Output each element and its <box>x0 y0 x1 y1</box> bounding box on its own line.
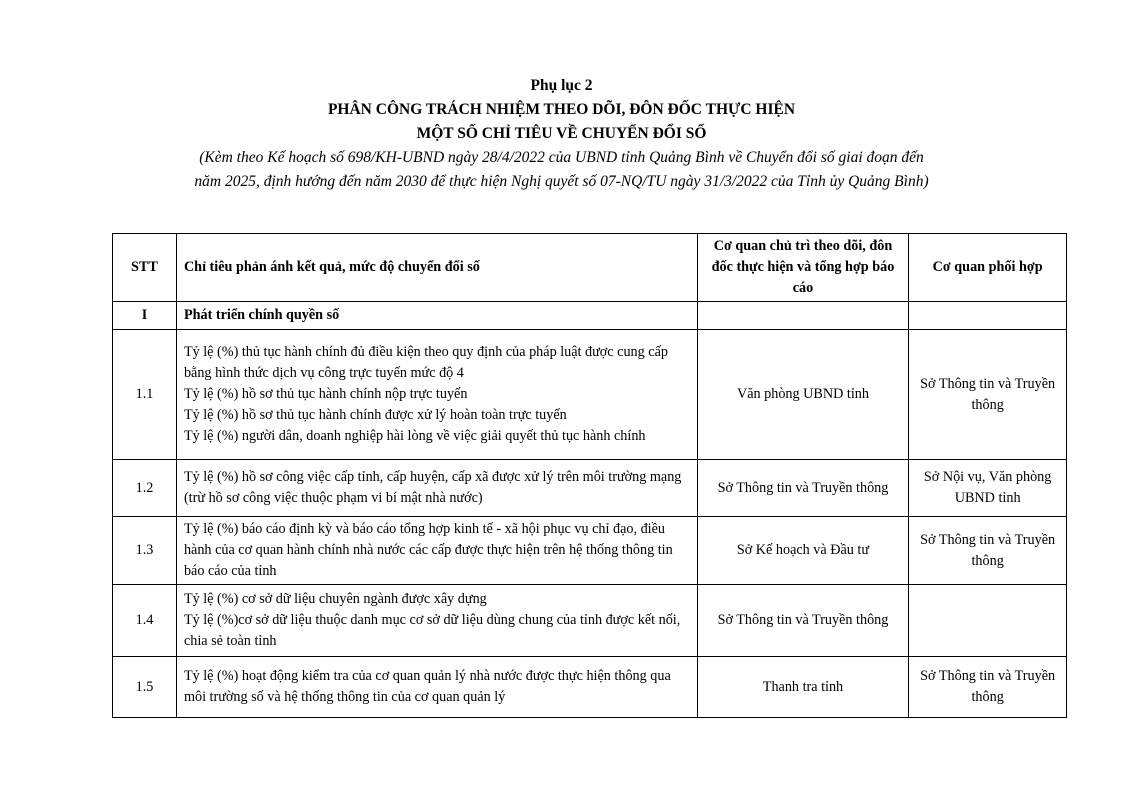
row-stt: 1.5 <box>113 657 177 718</box>
row-stt: 1.3 <box>113 517 177 585</box>
row-lead-agency: Thanh tra tỉnh <box>697 657 909 718</box>
indicator-line: Tỷ lệ (%) hoạt động kiểm tra của cơ quan quản lý nhà nước được thực hiện thông qua môi trường số và hệ thống thông tin của cơ quan quản lý <box>183 668 671 705</box>
row-coop-agency: Sở Nội vụ, Văn phòng UBND tỉnh <box>909 460 1067 517</box>
row-coop-agency <box>909 585 1067 657</box>
table-header-row <box>113 234 1067 302</box>
responsibility-table <box>112 233 1067 718</box>
row-indicator <box>176 330 697 460</box>
row-coop-agency: Sở Thông tin và Truyền thông <box>909 517 1067 585</box>
document-header <box>0 74 1123 194</box>
section-row <box>113 302 1067 330</box>
header-coop-agency: Cơ quan phối hợp <box>909 234 1067 302</box>
indicator-line: Tỷ lệ (%) báo cáo định kỳ và báo cáo tổng hợp kinh tế - xã hội phục vụ chỉ đạo, điều hành của cơ quan hành chính nhà nước các cấp được thực hiện trên hệ thống thông tin báo cáo của tỉnh <box>183 521 673 579</box>
row-indicator <box>176 517 697 585</box>
subtitle-line-1: (Kèm theo Kế hoạch số 698/KH-UBND ngày 28/4/2022 của UBND tỉnh Quảng Bình về Chuyển đổi số giai đoạn đến <box>199 149 924 166</box>
header-lead-agency: Cơ quan chủ trì theo dõi, đôn đốc thực hiện và tổng hợp báo cáo <box>697 234 909 302</box>
row-lead-agency: Sở Thông tin và Truyền thông <box>697 460 909 517</box>
section-lead-empty <box>697 302 909 330</box>
header-stt: STT <box>113 234 177 302</box>
section-title: Phát triển chính quyền số <box>176 302 697 330</box>
indicator-line: Tỷ lệ (%) thủ tục hành chính đủ điều kiện theo quy định của pháp luật được cung cấp bằng hình thức dịch vụ công trực tuyến mức độ 4 <box>183 344 668 381</box>
row-coop-agency: Sở Thông tin và Truyền thông <box>909 330 1067 460</box>
table-row <box>113 657 1067 718</box>
indicator-line: Tỷ lệ (%) hồ sơ thủ tục hành chính nộp trực tuyến <box>183 386 468 402</box>
header-indicator: Chỉ tiêu phản ánh kết quả, mức độ chuyển đổi số <box>176 234 697 302</box>
indicator-line: Tỷ lệ (%) hồ sơ công việc cấp tỉnh, cấp huyện, cấp xã được xử lý trên môi trường mạng (trừ hồ sơ công việc thuộc phạm vi bí mật nhà nước) <box>183 469 682 506</box>
row-coop-agency: Sở Thông tin và Truyền thông <box>909 657 1067 718</box>
row-indicator <box>176 460 697 517</box>
row-lead-agency: Sở Kế hoạch và Đầu tư <box>697 517 909 585</box>
row-indicator <box>176 657 697 718</box>
table-row <box>113 517 1067 585</box>
row-lead-agency: Sở Thông tin và Truyền thông <box>697 585 909 657</box>
title-line-1: PHÂN CÔNG TRÁCH NHIỆM THEO DÕI, ĐÔN ĐỐC THỰC HIỆN <box>327 101 796 118</box>
section-coop-empty <box>909 302 1067 330</box>
indicator-line: Tỷ lệ (%) người dân, doanh nghiệp hài lòng về việc giải quyết thủ tục hành chính <box>183 428 646 444</box>
row-stt: 1.2 <box>113 460 177 517</box>
row-stt: 1.4 <box>113 585 177 657</box>
indicator-line: Tỷ lệ (%) hồ sơ thủ tục hành chính được xử lý hoàn toàn trực tuyến <box>183 407 567 423</box>
title-line-2: MỘT SỐ CHỈ TIÊU VỀ CHUYỂN ĐỔI SỐ <box>416 125 707 142</box>
row-stt: 1.1 <box>113 330 177 460</box>
indicator-line: Tỷ lệ (%)cơ sở dữ liệu thuộc danh mục cơ sở dữ liệu dùng chung của tỉnh được kết nối, chia sẻ toàn tỉnh <box>183 612 681 649</box>
subtitle-line-2: năm 2025, định hướng đến năm 2030 để thực hiện Nghị quyết số 07-NQ/TU ngày 31/3/2022 của Tỉnh ủy Quảng Bình) <box>194 173 929 190</box>
indicator-line: Tỷ lệ (%) cơ sở dữ liệu chuyên ngành được xây dựng <box>183 591 487 607</box>
appendix-label: Phụ lục 2 <box>530 77 593 94</box>
section-stt: I <box>113 302 177 330</box>
table-row <box>113 330 1067 460</box>
table-row <box>113 460 1067 517</box>
row-lead-agency: Văn phòng UBND tỉnh <box>697 330 909 460</box>
table-row <box>113 585 1067 657</box>
row-indicator <box>176 585 697 657</box>
